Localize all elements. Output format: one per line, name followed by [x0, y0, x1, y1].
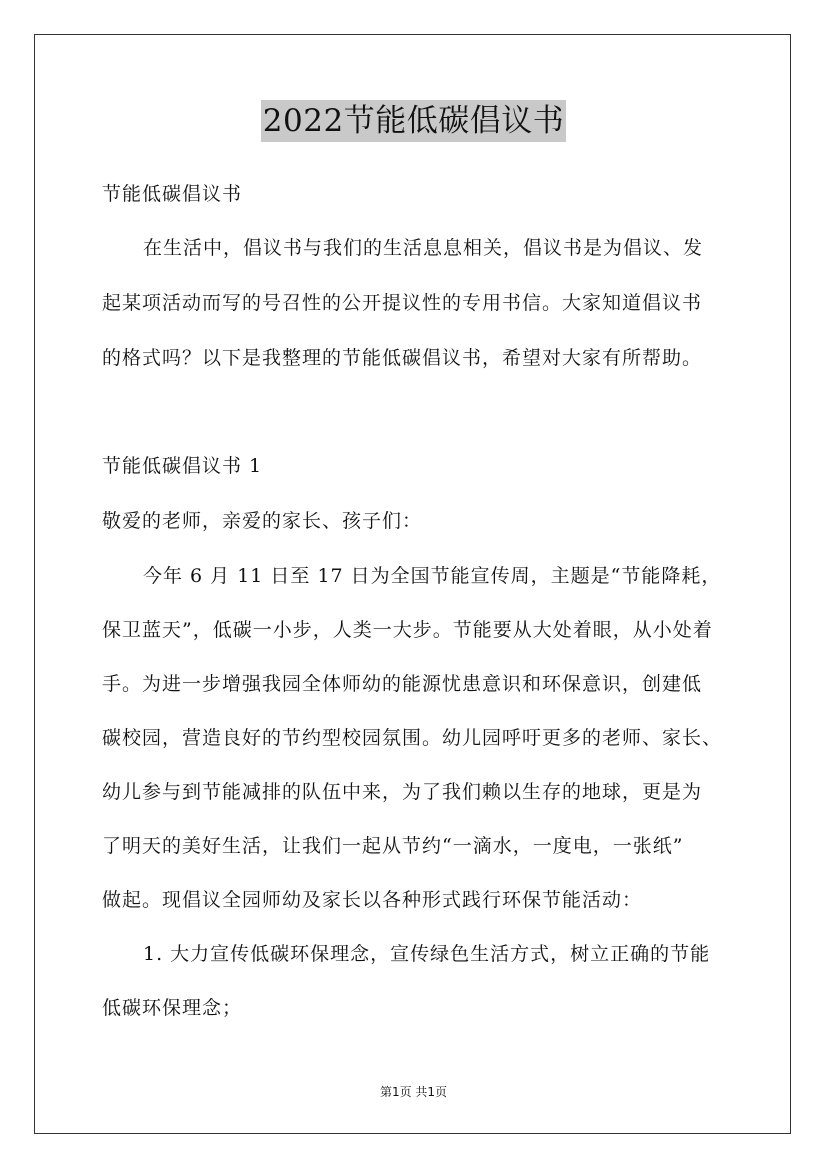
body-line-4: 碳校园，营造良好的节约型校园氛围。幼儿园呼吁更多的老师、家长、 — [102, 727, 723, 749]
body-line-1: 今年 6 月 11 日至 17 日为全国节能宣传周，主题是“节能降耗， — [143, 565, 722, 587]
item1-line-1: 1. 大力宣传低碳环保理念，宣传绿色生活方式，树立正确的节能 — [143, 943, 711, 965]
section-heading: 节能低碳倡议书 1 — [102, 455, 263, 477]
salutation: 敬爱的老师，亲爱的家长、孩子们： — [102, 510, 423, 532]
title-container — [0, 100, 827, 142]
page-footer: 第1页 共1页 — [379, 1085, 448, 1099]
document-title: 2022节能低碳倡议书 — [261, 100, 566, 142]
body-line-3: 手。为进一步增强我园全体师幼的能源忧患意识和环保意识，创建低 — [102, 673, 703, 695]
body-line-7: 做起。现倡议全园师幼及家长以各种形式践行环保节能活动： — [102, 889, 643, 911]
item1-line-2: 低碳环保理念； — [102, 997, 243, 1019]
intro-line-3: 的格式吗？以下是我整理的节能低碳倡议书，希望对大家有所帮助。 — [102, 347, 703, 369]
body-line-2: 保卫蓝天”，低碳一小步，人类一大步。节能要从大处着眼，从小处着 — [102, 619, 713, 641]
intro-line-1: 在生活中，倡议书与我们的生活息息相关，倡议书是为倡议、发 — [143, 237, 704, 259]
subtitle: 节能低碳倡议书 — [102, 183, 243, 205]
intro-line-2: 起某项活动而写的号召性的公开提议性的专用书信。大家知道倡议书 — [102, 292, 703, 314]
body-line-6: 了明天的美好生活，让我们一起从节约“一滴水，一度电，一张纸” — [102, 835, 684, 857]
body-line-5: 幼儿参与到节能减排的队伍中来，为了我们赖以生存的地球，更是为 — [102, 781, 703, 803]
